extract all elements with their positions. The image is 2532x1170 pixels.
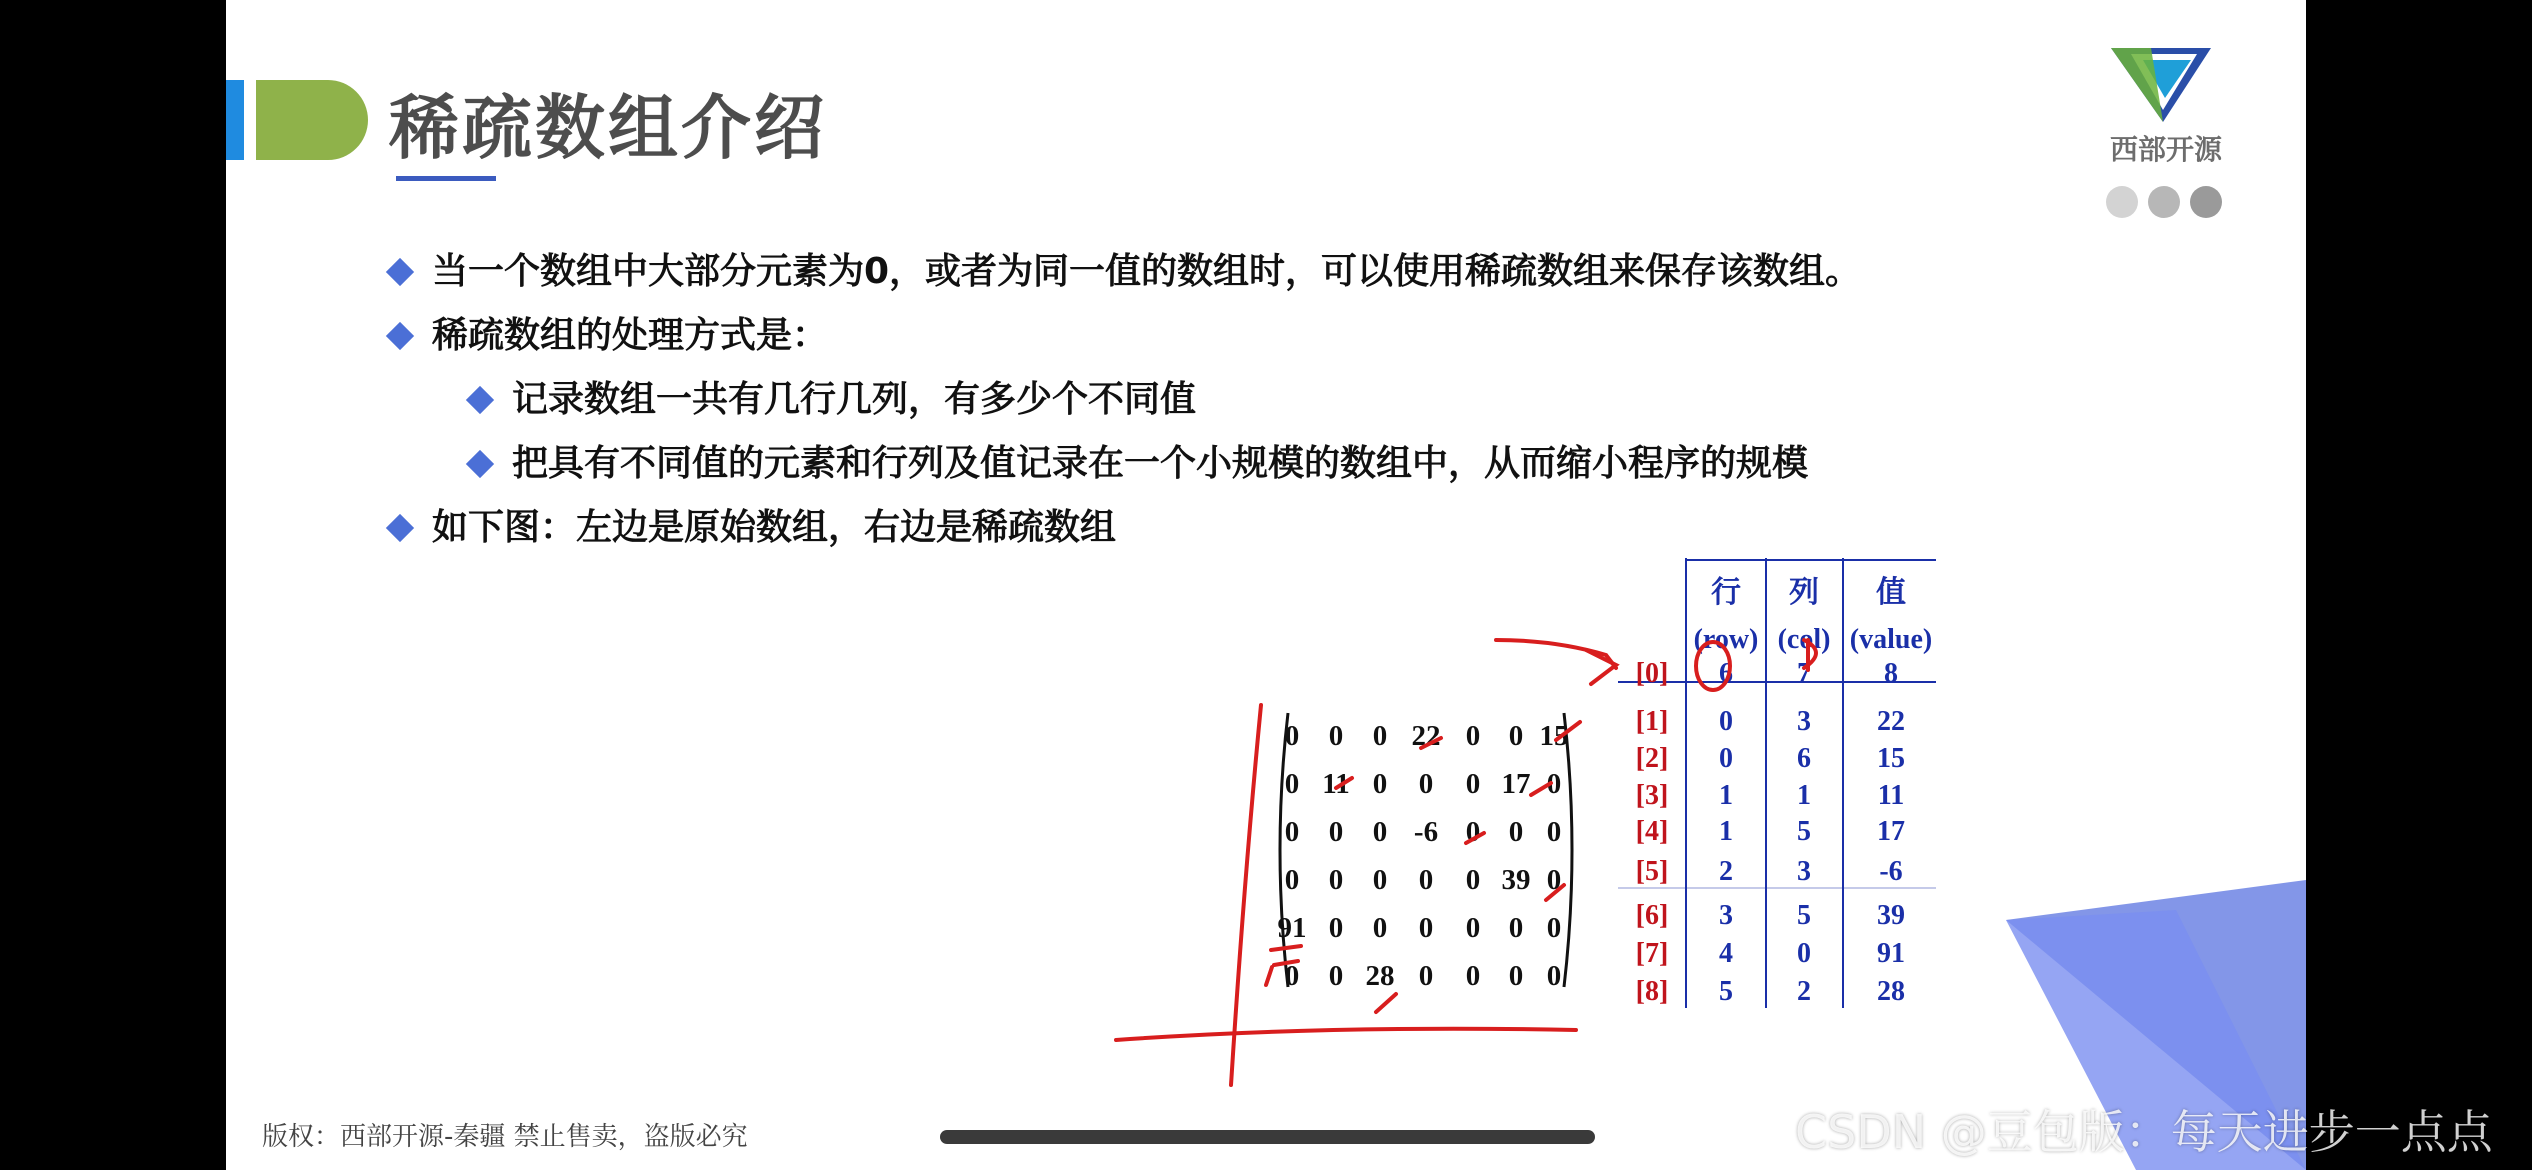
- row-index: [2]: [1635, 743, 1669, 774]
- matrix-cell: 0: [1328, 912, 1344, 944]
- matrix-cell: 0: [1508, 720, 1524, 752]
- matrix-cell: 0: [1465, 960, 1481, 992]
- value-cell: 22: [1877, 706, 1905, 737]
- row-index: [4]: [1635, 816, 1669, 847]
- matrix-cell: 0: [1465, 720, 1481, 752]
- row-index: [7]: [1635, 938, 1669, 969]
- row-index: [8]: [1635, 976, 1669, 1007]
- slide: [226, 0, 2306, 1170]
- matrix-cell: 0: [1418, 864, 1434, 896]
- matrix-cell: 0: [1372, 816, 1388, 848]
- matrix-cell: 11: [1322, 768, 1350, 800]
- row-index: [1]: [1635, 706, 1669, 737]
- row-cell: 0: [1719, 743, 1733, 774]
- row-cell: 3: [1719, 900, 1733, 931]
- row-index: [0]: [1635, 658, 1669, 689]
- matrix-cell: 0: [1508, 816, 1524, 848]
- row-cell: 0: [1719, 706, 1733, 737]
- matrix-cell: 0: [1465, 864, 1481, 896]
- matrix-cell: 0: [1284, 720, 1300, 752]
- matrix-cell: 17: [1501, 768, 1531, 800]
- matrix-cell: 0: [1328, 960, 1344, 992]
- matrix-cell: 0: [1418, 912, 1434, 944]
- row-index: [5]: [1635, 856, 1669, 887]
- bullet-text: 把具有不同值的元素和行列及值记录在一个小规模的数组中，从而缩小程序的规模: [512, 443, 1809, 484]
- value-cell: 39: [1877, 900, 1905, 931]
- matrix-cell: 0: [1284, 960, 1300, 992]
- matrix-cell: 0: [1546, 864, 1562, 896]
- bullet-text: 记录数组一共有几行几列，有多少个不同值: [512, 379, 1197, 420]
- matrix-cell: 15: [1539, 720, 1569, 752]
- header-sublabel: (value): [1849, 624, 1933, 655]
- matrix-cell: 0: [1284, 768, 1300, 800]
- matrix-cell: 0: [1372, 768, 1388, 800]
- col-cell: 5: [1797, 900, 1811, 931]
- value-cell: 91: [1877, 938, 1905, 969]
- header-label: 值: [1876, 576, 1906, 609]
- matrix-cell: -6: [1413, 816, 1439, 848]
- matrix-cell: 0: [1546, 912, 1562, 944]
- header-sublabel: (col): [1777, 624, 1831, 655]
- col-cell: 2: [1797, 976, 1811, 1007]
- row-index: [6]: [1635, 900, 1669, 931]
- row-index: [3]: [1635, 780, 1669, 811]
- matrix-cell: 0: [1372, 864, 1388, 896]
- matrix-cell: 0: [1418, 768, 1434, 800]
- col-cell: 7: [1797, 658, 1811, 689]
- value-cell: 11: [1877, 780, 1905, 811]
- matrix-cell: 91: [1277, 912, 1307, 944]
- matrix-cell: 0: [1328, 816, 1344, 848]
- matrix-cell: 0: [1465, 912, 1481, 944]
- matrix-cell: 0: [1546, 960, 1562, 992]
- value-cell: 17: [1877, 816, 1905, 847]
- row-cell: 1: [1719, 816, 1733, 847]
- col-cell: 0: [1797, 938, 1811, 969]
- col-cell: 6: [1797, 743, 1811, 774]
- row-cell: 6: [1719, 658, 1733, 689]
- col-cell: 5: [1797, 816, 1811, 847]
- header-label: 行: [1711, 576, 1741, 609]
- matrix-cell: 0: [1546, 768, 1562, 800]
- matrix-cell: 0: [1508, 960, 1524, 992]
- matrix-cell: 28: [1365, 960, 1395, 992]
- col-cell: 3: [1797, 706, 1811, 737]
- header-sublabel: (row): [1693, 624, 1759, 655]
- value-cell: 15: [1877, 743, 1905, 774]
- row-cell: 2: [1719, 856, 1733, 887]
- home-indicator-bar[interactable]: [940, 1130, 1595, 1144]
- matrix-cell: 0: [1372, 912, 1388, 944]
- row-cell: 5: [1719, 976, 1733, 1007]
- matrix-cell: 0: [1508, 912, 1524, 944]
- row-cell: 4: [1719, 938, 1733, 969]
- logo-text: 西部开源: [2110, 133, 2223, 166]
- matrix-cell: 0: [1465, 768, 1481, 800]
- bullet-text: 稀疏数组的处理方式是：: [432, 315, 829, 356]
- copyright-notice: 版权：西部开源-秦疆 禁止售卖，盗版必究: [262, 1122, 748, 1152]
- header-label: 列: [1789, 576, 1819, 609]
- matrix-cell: 0: [1465, 816, 1481, 848]
- bullet-text: 如下图：左边是原始数组，右边是稀疏数组: [432, 507, 1117, 548]
- col-cell: 3: [1797, 856, 1811, 887]
- matrix-cell: 0: [1328, 720, 1344, 752]
- matrix-cell: 39: [1501, 864, 1531, 896]
- csdn-watermark: CSDN @豆包版：每天进步一点点: [1795, 1105, 2493, 1159]
- matrix-cell: 0: [1418, 960, 1434, 992]
- matrix-cell: 0: [1328, 864, 1344, 896]
- matrix-cell: 0: [1284, 864, 1300, 896]
- matrix-cell: 0: [1372, 720, 1388, 752]
- slide-title: 稀疏数组介绍: [389, 87, 827, 169]
- matrix-cell: 0: [1284, 816, 1300, 848]
- red-annotations: [226, 0, 2306, 1170]
- matrix-cell: 0: [1546, 816, 1562, 848]
- col-cell: 1: [1797, 780, 1811, 811]
- value-cell: 8: [1884, 658, 1898, 689]
- value-cell: 28: [1877, 976, 1905, 1007]
- matrix-cell: 22: [1411, 720, 1441, 752]
- value-cell: -6: [1879, 856, 1903, 887]
- bullet-text: 当一个数组中大部分元素为0，或者为同一值的数组时，可以使用稀疏数组来保存该数组。: [432, 251, 1862, 292]
- row-cell: 1: [1719, 780, 1733, 811]
